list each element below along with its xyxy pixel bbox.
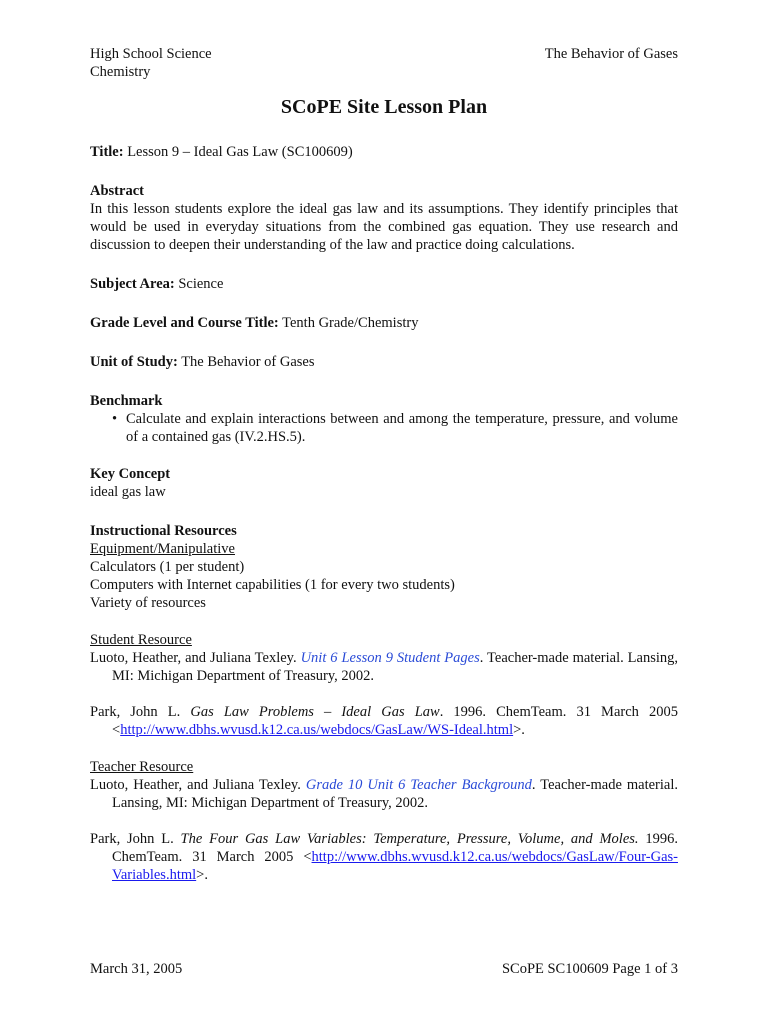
abstract-text: In this lesson students explore the ideal gas law and its assumptions. They identify principles that would be used in everyday situations from the combined gas equation. They use research and discussion to deepen their understanding of the law and practice doing calculations. (90, 201, 678, 253)
teacher-reference-2 (90, 830, 678, 884)
reference-url-link[interactable]: http://www.dbhs.wvusd.k12.ca.us/webdocs/GasLaw/WS-Ideal.html (120, 722, 514, 738)
header-left (90, 45, 212, 81)
grade-level-value: Tenth Grade/Chemistry (282, 315, 419, 331)
reference-url-link[interactable]: http://www.dbhs.wvusd.k12.ca.us/webdocs/GasLaw/Four-Gas-Variables.html (112, 849, 678, 883)
page-header (90, 45, 678, 81)
reference-details: 1996. ChemTeam. 31 March 2005 < (112, 831, 678, 865)
grade-level-line (90, 314, 678, 332)
header-unit: The Behavior of Gases (544, 46, 678, 62)
lesson-title-label: Title: (90, 144, 124, 160)
subject-area-line (90, 275, 678, 293)
reference-title: Gas Law Problems – Ideal Gas Law (190, 704, 440, 720)
abstract-heading: Abstract (90, 183, 144, 199)
lesson-title-value: Lesson 9 – Ideal Gas Law (SC100609) (127, 144, 353, 160)
benchmark-section (90, 392, 678, 446)
reference-details: . Teacher-made material. Lansing, MI: Michigan Department of Treasury, 2002. (112, 777, 679, 811)
subject-area-value: Science (178, 276, 224, 292)
instructional-resources-heading: Instructional Resources (90, 523, 237, 539)
document-title: SCoPE Site Lesson Plan (280, 96, 488, 118)
footer-page-number: SCoPE SC100609 Page 1 of 3 (501, 961, 678, 977)
student-resource-heading: Student Resource (90, 632, 192, 648)
instructional-resources-section (90, 522, 678, 884)
benchmark-item (112, 410, 678, 446)
teacher-reference-1 (90, 776, 678, 812)
reference-title: The Four Gas Law Variables: Temperature, Pressure, Volume, and Moles. (180, 831, 639, 847)
equipment-item: Variety of resources (90, 595, 206, 611)
equipment-item: Computers with Internet capabilities (1 for every two students) (90, 577, 455, 593)
reference-authors: Park, John L. (90, 831, 181, 847)
benchmark-text: Calculate and explain interactions between and among the temperature, pressure, and volume of a contained gas (IV.2.HS.5). (126, 411, 678, 445)
page-footer (90, 960, 678, 978)
grade-level-label: Grade Level and Course Title: (90, 315, 279, 331)
key-concept-section (90, 465, 678, 501)
reference-title-link[interactable]: Unit 6 Lesson 9 Student Pages (300, 650, 480, 666)
equipment-heading: Equipment/Manipulative (90, 541, 235, 557)
bullet-icon: • (112, 411, 118, 427)
footer-date: March 31, 2005 (90, 961, 183, 977)
reference-authors: Park, John L. (90, 704, 191, 720)
abstract-section (90, 182, 678, 254)
equipment-item: Calculators (1 per student) (90, 559, 245, 575)
benchmark-heading: Benchmark (90, 393, 163, 409)
reference-title-link[interactable]: Grade 10 Unit 6 Teacher Background (305, 777, 532, 793)
unit-of-study-line (90, 353, 678, 371)
unit-of-study-value: The Behavior of Gases (181, 354, 315, 370)
teacher-resource-heading: Teacher Resource (90, 759, 194, 775)
reference-end: >. (513, 722, 525, 738)
header-course: High School Science (90, 46, 212, 62)
unit-of-study-label: Unit of Study: (90, 354, 178, 370)
document-page (90, 45, 678, 985)
key-concept-value: ideal gas law (90, 484, 166, 500)
reference-authors: Luoto, Heather, and Juliana Texley. (90, 777, 306, 793)
student-reference-2 (90, 703, 678, 739)
subject-area-label: Subject Area: (90, 276, 175, 292)
reference-details: . 1996. ChemTeam. 31 March 2005 < (112, 704, 678, 738)
lesson-title-line (90, 143, 678, 161)
reference-details: . Teacher-made material. Lansing, MI: Michigan Department of Treasury, 2002. (112, 650, 678, 684)
key-concept-heading: Key Concept (90, 466, 171, 482)
reference-end: >. (196, 867, 208, 883)
reference-authors: Luoto, Heather, and Juliana Texley. (90, 650, 301, 666)
header-subject: Chemistry (90, 64, 151, 80)
student-reference-1 (90, 649, 678, 685)
